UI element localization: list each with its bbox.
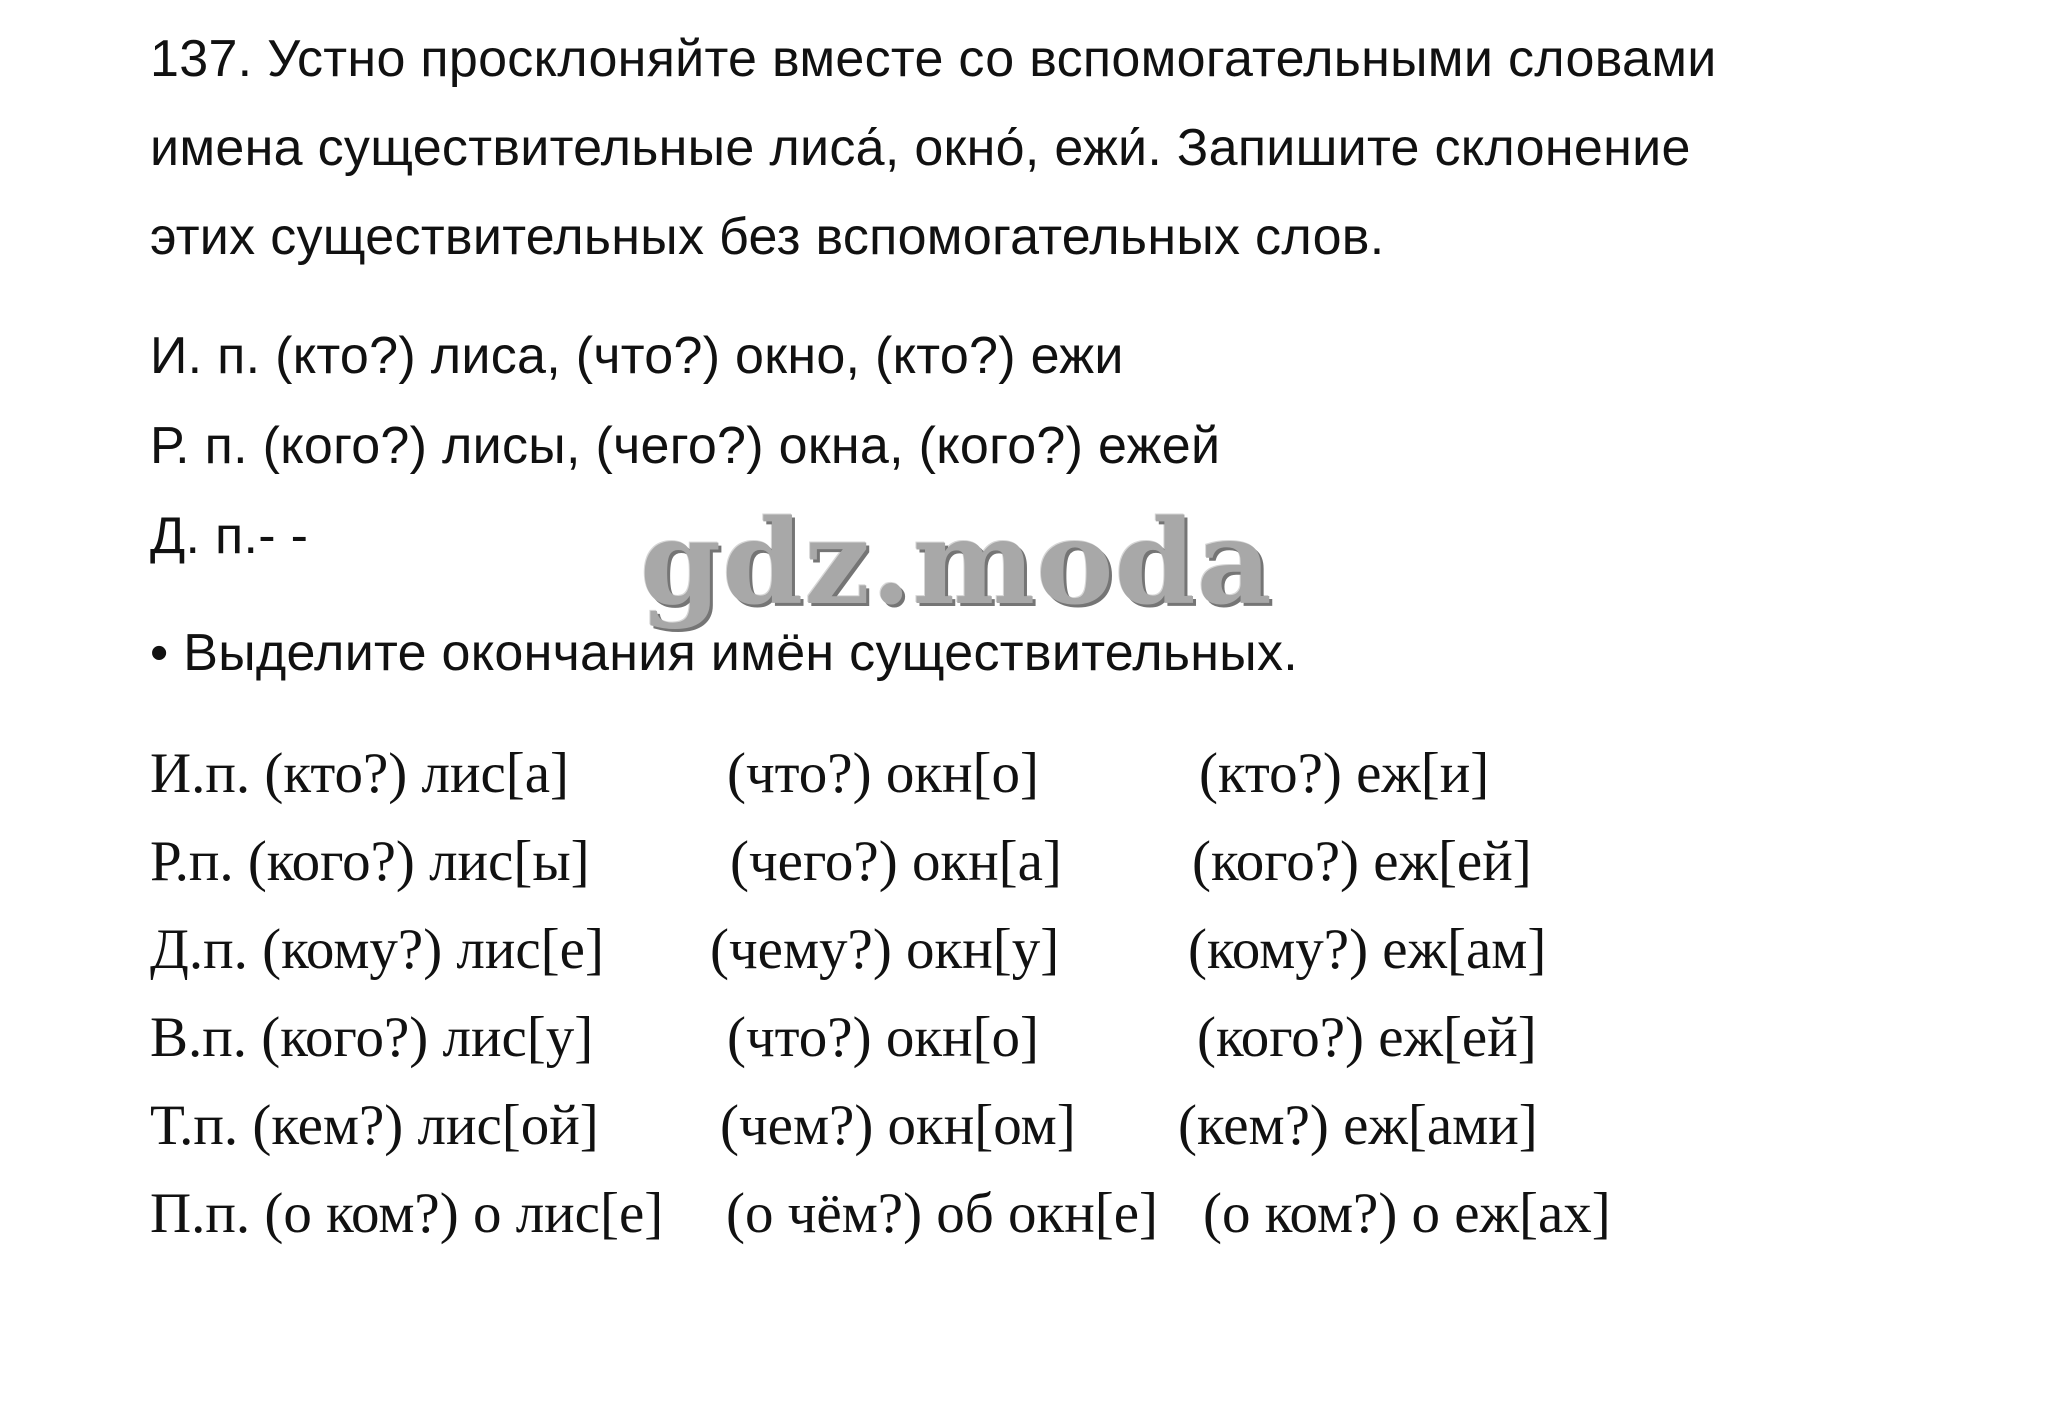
- declension-cell-lisa: Д.п. (кому?) лис[е]: [150, 918, 604, 981]
- declension-cell-lisa: Р.п. (кого?) лис[ы]: [150, 830, 590, 893]
- task-text-line-3: этих существительных без вспомогательных слов.: [150, 208, 1385, 266]
- declension-cell-okno: (что?) окн[о]: [727, 742, 1039, 805]
- declension-cell-ezhi: (кем?) еж[ами]: [1178, 1094, 1538, 1157]
- declension-cell-ezhi: (кого?) еж[ей]: [1197, 1006, 1537, 1069]
- declension-row: [0, 918, 2059, 991]
- declension-cell-ezhi: (кому?) еж[ам]: [1188, 918, 1547, 981]
- declension-cell-lisa: В.п. (кого?) лис[у]: [150, 1006, 594, 1069]
- declension-cell-okno: (о чём?) об окн[е]: [726, 1182, 1159, 1245]
- declension-cell-okno: (чем?) окн[ом]: [720, 1094, 1076, 1157]
- declension-row: [0, 742, 2059, 815]
- answer-line-genitive: Р. п. (кого?) лисы, (чего?) окна, (кого?) ежей: [150, 417, 1221, 475]
- declension-cell-lisa: Т.п. (кем?) лис[ой]: [150, 1094, 599, 1157]
- declension-cell-okno: (что?) окн[о]: [727, 1006, 1039, 1069]
- task-text-line-1: 137. Устно просклоняйте вместе со вспомогательными словами: [150, 30, 1717, 88]
- declension-cell-lisa: П.п. (о ком?) о лис[е]: [150, 1182, 664, 1245]
- task-text-line-2: имена существительные лиса́, окно́, ежи́. Запишите склонение: [150, 119, 1691, 177]
- declension-cell-ezhi: (кто?) еж[и]: [1199, 742, 1490, 805]
- declension-row: [0, 1094, 2059, 1167]
- declension-cell-ezhi: (о ком?) о еж[ах]: [1203, 1182, 1611, 1245]
- declension-cell-okno: (чего?) окн[а]: [730, 830, 1062, 893]
- declension-row: [0, 830, 2059, 903]
- answer-line-dative: Д. п.- -: [150, 507, 309, 565]
- watermark-logo: gdz.moda: [640, 495, 1273, 631]
- answer-line-nominative: И. п. (кто?) лиса, (что?) окно, (кто?) ежи: [150, 327, 1124, 385]
- declension-cell-lisa: И.п. (кто?) лис[а]: [150, 742, 570, 805]
- declension-cell-okno: (чему?) окн[у]: [710, 918, 1060, 981]
- declension-row: [0, 1182, 2059, 1255]
- declension-row: [0, 1006, 2059, 1079]
- declension-cell-ezhi: (кого?) еж[ей]: [1192, 830, 1532, 893]
- bullet-task: • Выделите окончания имён существительных.: [150, 624, 1298, 682]
